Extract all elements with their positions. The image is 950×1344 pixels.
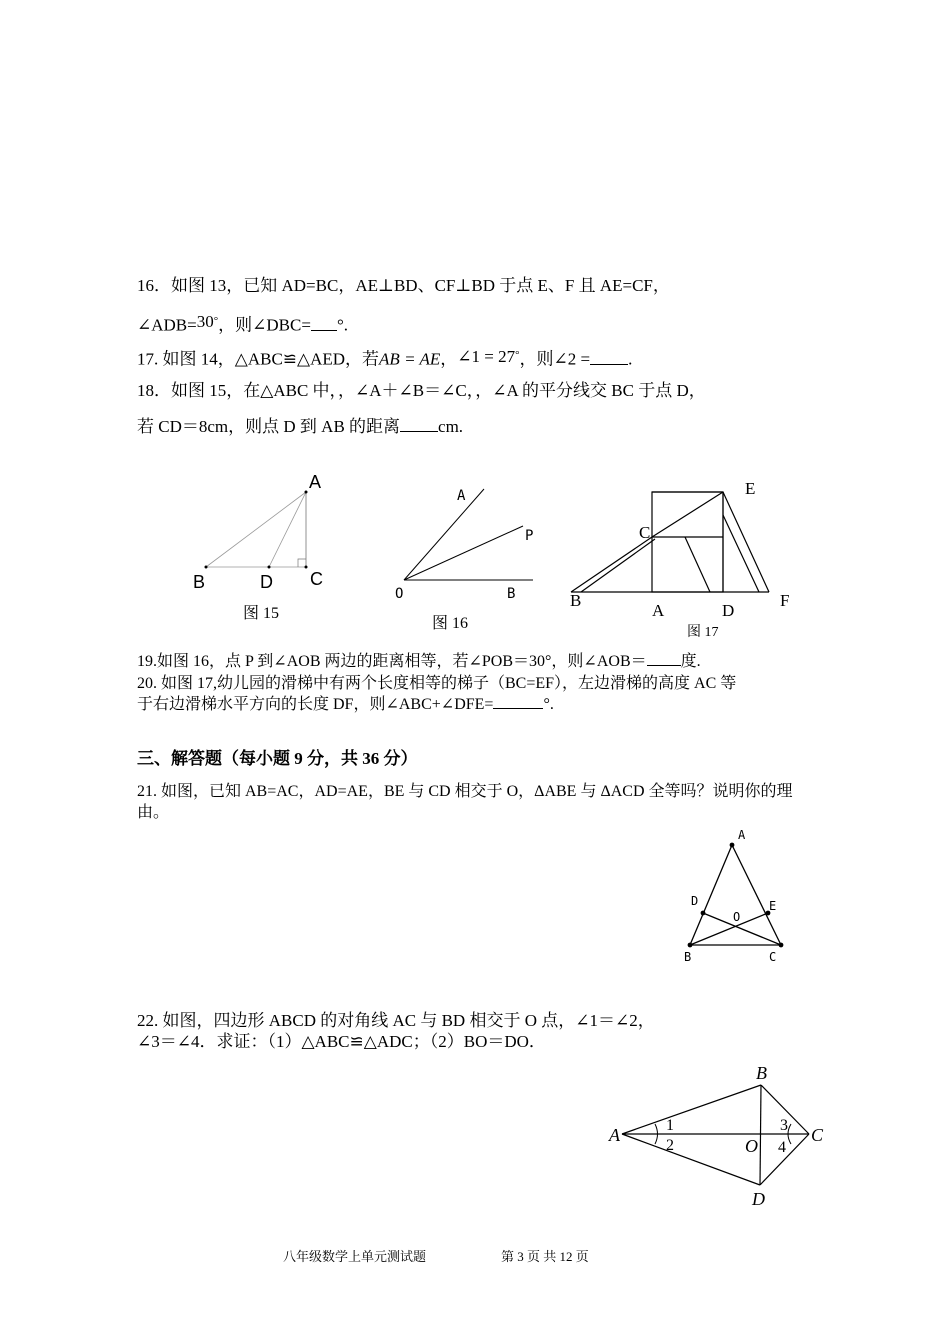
figure-16 — [390, 480, 550, 610]
q21-line2: 由。 — [137, 804, 170, 821]
q17-mid: ，则∠2 = — [519, 349, 591, 369]
q16-angle: 30 — [196, 311, 214, 331]
fig16-label-b: B — [507, 586, 516, 602]
fig17-label-f: F — [780, 591, 790, 610]
section-3-heading: 三、解答题（每小题 9 分，共 36 分） — [137, 749, 418, 768]
q17-degree: ° — [515, 349, 520, 361]
q16-degree: ° — [213, 315, 219, 327]
footer-title: 八年级数学上单元测试题 — [283, 1249, 427, 1264]
q20-line2 — [137, 694, 554, 716]
fig17-label-a: A — [652, 601, 665, 620]
q18-answer-blank[interactable] — [400, 417, 438, 432]
q18-suffix: cm. — [438, 417, 464, 436]
fig15-label-b: B — [193, 572, 206, 592]
fig22-angle-4: 4 — [778, 1139, 786, 1156]
q19-prefix: 19.如图 16，点 P 到∠AOB 两边的距离相等，若∠POB＝30°，则∠AOB＝ — [137, 653, 647, 670]
q16-answer-blank[interactable] — [311, 316, 337, 331]
fig22-angle-3: 3 — [780, 1117, 788, 1134]
fig21-label-c: C — [769, 950, 777, 964]
fig17-caption: 图 17 — [687, 625, 719, 640]
q18-line2 — [137, 416, 463, 438]
q17-prefix: 17. 如图 14，△ABC≌△AED，若 — [137, 349, 380, 369]
fig21-label-b: B — [684, 950, 692, 964]
q16-suffix: °. — [336, 315, 348, 335]
fig21-label-a: A — [738, 828, 746, 842]
q17-answer-blank[interactable] — [590, 350, 628, 365]
q20-prefix: 于右边滑梯水平方向的长度 DF，则∠ABC+∠DFE= — [137, 696, 494, 713]
q20-answer-blank[interactable] — [493, 694, 543, 709]
q22-line1: 22. 如图，四边形 ABCD 的对角线 AC 与 BD 相交于 O 点，∠1＝∠2， — [137, 1011, 655, 1030]
fig22-label-o: O — [745, 1136, 758, 1156]
figure-15 — [185, 465, 345, 595]
fig15-label-d: D — [260, 572, 273, 592]
q19-answer-blank[interactable] — [647, 651, 681, 666]
fig17-label-c: C — [639, 523, 651, 542]
fig16-label-a: A — [457, 488, 466, 504]
fig16-label-o: O — [395, 586, 404, 602]
fig21-label-d: D — [691, 894, 699, 908]
fig17-label-b: B — [570, 591, 582, 610]
fig22-label-b: B — [756, 1063, 767, 1083]
fig22-angle-1: 1 — [666, 1117, 674, 1134]
q16-mid: ，则∠DBC= — [218, 315, 311, 335]
q22-line2: ∠3＝∠4．求证：（1）△ABC≌△ADC；（2）BO＝DO． — [137, 1032, 546, 1051]
q16-prefix: ∠ADB= — [137, 315, 197, 335]
fig15-label-c: C — [310, 569, 323, 589]
q20-suffix: °. — [543, 696, 554, 713]
q20-line1: 20. 如图 17,幼儿园的滑梯中有两个长度相等的梯子（BC=EF），左边滑梯的高度 AC 等 — [137, 675, 737, 692]
fig15-caption: 图 15 — [243, 605, 280, 622]
fig17-label-e: E — [745, 479, 756, 498]
fig22-angle-2: 2 — [666, 1137, 674, 1154]
figure-22 — [600, 1060, 840, 1215]
q16-line1: 16．如图 13，已知 AD=BC，AE⊥BD、CF⊥BD 于点 E、F 且 AE=CF， — [137, 276, 670, 295]
q18-prefix: 若 CD＝8cm，则点 D 到 AB 的距离 — [137, 417, 401, 436]
q16-line2 — [137, 310, 348, 337]
footer-page-number: 第 3 页 共 12 页 — [501, 1249, 589, 1264]
fig15-label-a: A — [309, 472, 322, 492]
q17-line — [137, 344, 632, 371]
q17-eq1: AB = AE — [379, 349, 441, 369]
fig16-caption: 图 16 — [432, 615, 469, 632]
figure-17 — [565, 475, 805, 635]
fig22-label-a: A — [609, 1125, 620, 1145]
q17-suffix: . — [628, 349, 633, 369]
fig22-label-c: C — [811, 1125, 824, 1145]
fig17-label-d: D — [722, 601, 735, 620]
q19-line — [137, 651, 701, 673]
fig16-label-p: P — [525, 528, 534, 544]
q19-suffix: 度. — [680, 653, 701, 670]
q17-eq2: ∠1 = 27 — [457, 346, 516, 366]
q21-line1: 21. 如图，已知 AB=AC，AD=AE，BE 与 CD 相交于 O，ΔABE 与 ΔACD 全等吗？说明你的理 — [137, 783, 793, 800]
q17-sep: ， — [440, 349, 458, 369]
fig21-label-o: O — [733, 910, 741, 924]
fig22-label-d: D — [752, 1189, 765, 1209]
q18-line1: 18．如图 15，在△ABC 中，，∠A＋∠B＝∠C，，∠A 的平分线交 BC 于点 D， — [137, 381, 706, 400]
fig21-label-e: E — [769, 899, 777, 913]
figure-21 — [680, 825, 800, 970]
